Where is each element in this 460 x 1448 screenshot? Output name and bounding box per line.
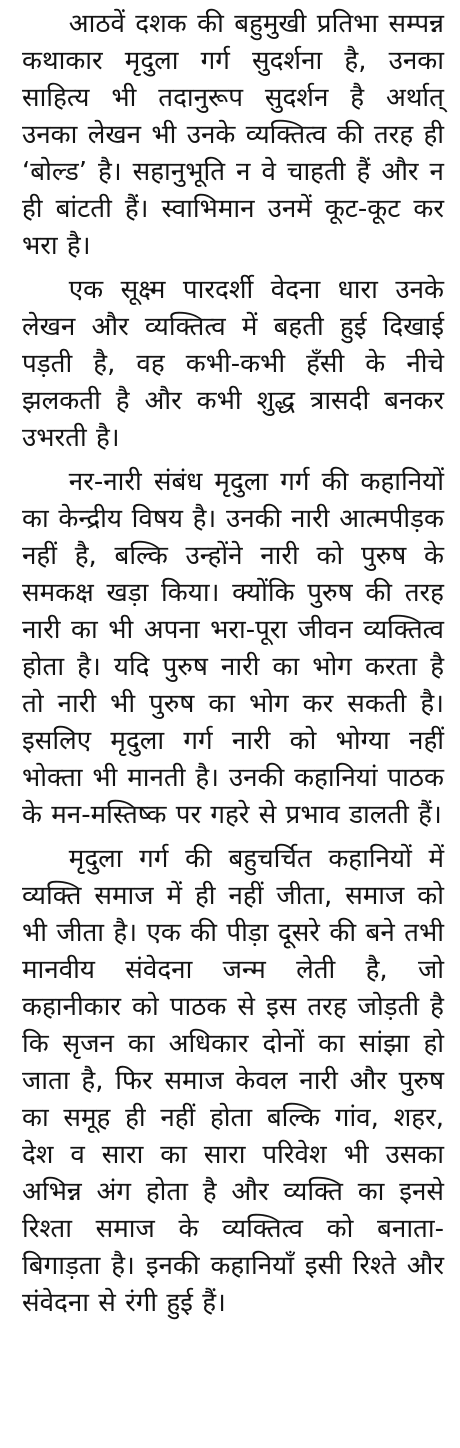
paragraph-3: नर-नारी संबंध मृदुला गर्ग की कहानियों का केन्द्रीय विषय है। उनकी नारी आत्मपीड़क नहीं है, बल्कि उन्होंने नारी को पुरुष के समकक्ष खड़ा किया। क्योंकि पुरुष की तरह नारी का भी अपना भरा-पूरा जीवन व्यक्तित्व होता है। यदि पुरुष नारी का भोग करता है तो नारी भी पुरुष का भोग कर सकती है। इसलिए मृदुला गर्ग नारी को भोग्या नहीं भोक्ता भी मानती है। उनकी कहानियां पाठक के मन-मस्तिष्क पर गहरे से प्रभाव डालती हैं। (22, 467, 444, 830)
paragraph-1: आठवें दशक की बहुमुखी प्रतिभा सम्पन्न कथाकार मृदुला गर्ग सुदर्शना है, उनका साहित्य भी तदानुरूप सुदर्शन है अर्थात् उनका लेखन भी उनके व्यक्तित्व की तरह ही ‘बोल्ड’ है। सहानुभूति न वे चाहती हैं और न ही बांटती हैं। स्वाभिमान उनमें कूट-कूट कर भरा है। (22, 9, 444, 261)
paragraph-4: मृदुला गर्ग की बहुचर्चित कहानियों में व्यक्ति समाज में ही नहीं जीता, समाज को भी जीता है। एक की पीड़ा दूसरे की बने तभी मानवीय संवेदना जन्म लेती है, जो कहानीकार को पाठक से इस तरह जोड़ती है कि सृजन का अधिकार दोनों का सांझा हो जाता है, फिर समाज केवल नारी और पुरुष का समूह ही नहीं होता बल्कि गांव, शहर, देश व सारा का सारा परिवेश भी उसका अभिन्न अंग होता है और व्यक्ति का इनसे रिश्ता समाज के व्यक्तित्व को बनाता-बिगाड़ता है। इनकी कहानियाँ इसी रिश्ते और संवेदना से रंगी हुई हैं। (22, 844, 444, 1318)
paragraph-2: एक सूक्ष्म पारदर्शी वेदना धारा उनके लेखन और व्यक्तित्व में बहती हुई दिखाई पड़ती है, वह कभी-कभी हँसी के नीचे झलकती है और कभी शुद्ध त्रासदी बनकर उभरती है। (22, 275, 444, 453)
